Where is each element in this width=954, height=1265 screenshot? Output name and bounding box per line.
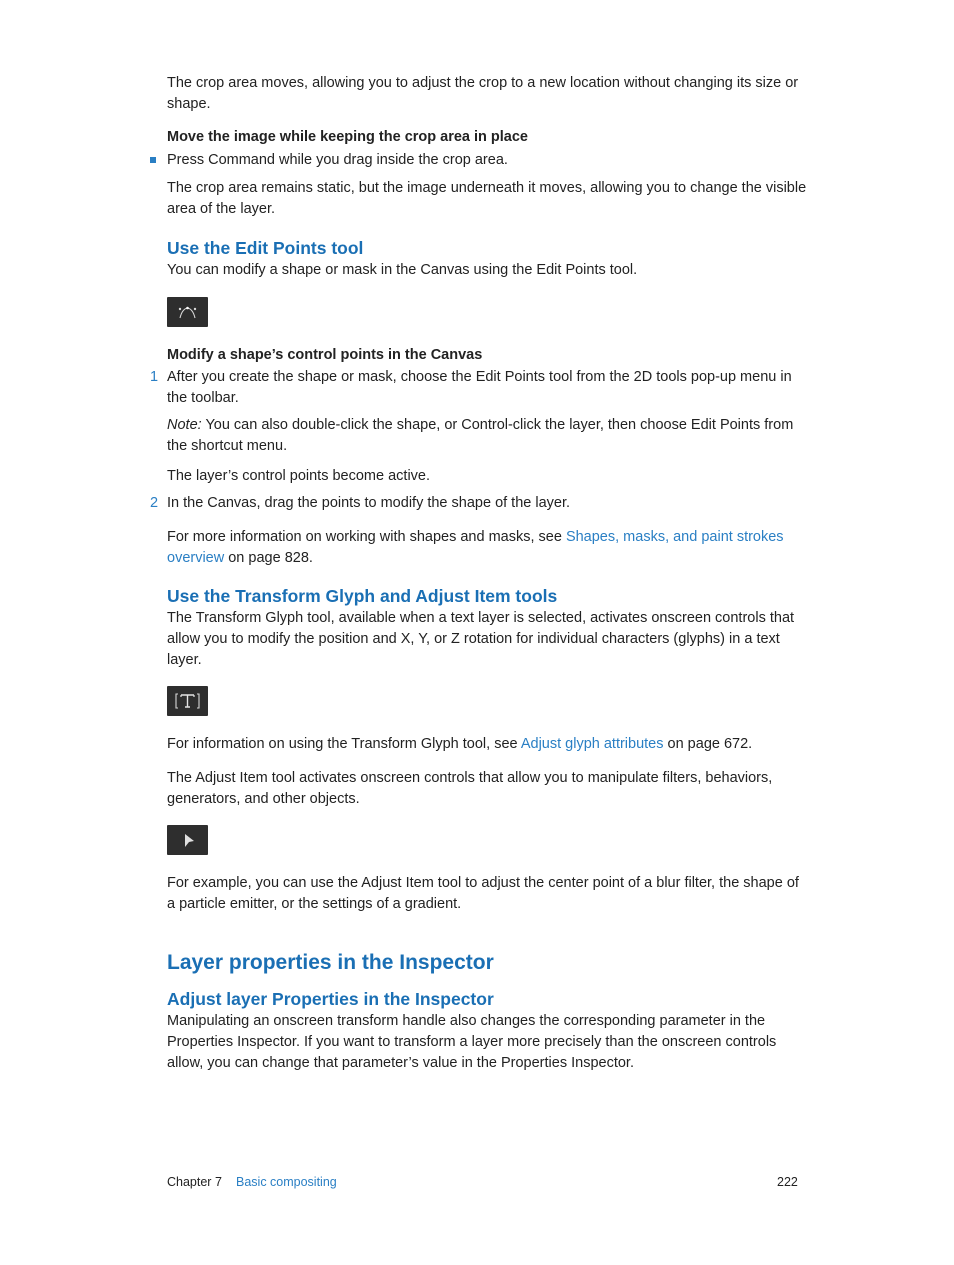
bullet-item: Press Command while you drag inside the crop area. bbox=[167, 152, 508, 168]
adjust-item-paragraph: The Adjust Item tool activates onscreen controls that allow you to manipulate filters, behaviors, generators, and other objects. bbox=[167, 770, 773, 807]
note-paragraph bbox=[167, 415, 807, 457]
heading-edit-points: Use the Edit Points tool bbox=[167, 238, 364, 258]
layer-properties-text: Manipulating an onscreen transform handle also changes the corresponding parameter in the Properties Inspector. If you want to transform a layer more precisely than the onscreen controls allow, you can change that parameter’s value in the Properties Inspector. bbox=[167, 1013, 777, 1071]
more-info-pre: For more information on working with shapes and masks, see bbox=[167, 529, 566, 545]
note-text: You can also double-click the shape, or Control-click the layer, then choose Edit Points from the shortcut menu. bbox=[167, 417, 794, 454]
task-heading-move-image: Move the image while keeping the crop area in place bbox=[167, 129, 528, 145]
paragraph-crop-static: The crop area remains static, but the image underneath it moves, allowing you to change the visible area of the layer. bbox=[167, 180, 807, 217]
more-info-shapes bbox=[167, 527, 807, 569]
footer-section-link[interactable]: Basic compositing bbox=[236, 1175, 337, 1189]
edit-points-icon bbox=[167, 297, 208, 327]
step-2-text: In the Canvas, drag the points to modify the shape of the layer. bbox=[167, 495, 571, 511]
bullet-marker bbox=[150, 157, 156, 163]
task-heading-modify-points: Modify a shape’s control points in the Canvas bbox=[167, 347, 483, 363]
section-title-layer-properties: Layer properties in the Inspector bbox=[167, 951, 494, 974]
footer-chapter: Chapter 7 bbox=[167, 1175, 222, 1189]
glyph-info-post: on page 672. bbox=[663, 736, 753, 752]
shapes-masks-link[interactable]: Shapes, masks, and paint strokes overview bbox=[167, 529, 784, 566]
heading-transform-glyph: Use the Transform Glyph and Adjust Item tools bbox=[167, 586, 558, 606]
glyph-info-paragraph bbox=[167, 734, 807, 755]
glyph-info-pre: For information on using the Transform Glyph tool, see bbox=[167, 736, 521, 752]
more-info-post: on page 828. bbox=[224, 550, 313, 566]
adjust-item-icon bbox=[167, 825, 208, 855]
note-label: Note: bbox=[167, 417, 202, 433]
step-number-1: 1 bbox=[150, 369, 159, 385]
page-number: 222 bbox=[777, 1175, 798, 1189]
adjust-glyph-link[interactable]: Adjust glyph attributes bbox=[520, 736, 664, 752]
transform-glyph-icon bbox=[167, 686, 208, 716]
adjust-item-example: For example, you can use the Adjust Item tool to adjust the center point of a blur filter, the shape of a particle emitter, or the settings of a gradient. bbox=[167, 875, 799, 912]
transform-glyph-intro: The Transform Glyph tool, available when a text layer is selected, activates onscreen controls that allow you to modify the position and X, Y, or Z rotation for individual characters (glyphs) in a text layer. bbox=[167, 610, 795, 668]
paragraph-crop-moves: The crop area moves, allowing you to adjust the crop to a new location without changing its size or shape. bbox=[167, 75, 799, 112]
heading-adjust-layer-properties: Adjust layer Properties in the Inspector bbox=[167, 989, 494, 1009]
points-active-text: The layer’s control points become active. bbox=[167, 468, 431, 484]
edit-points-intro: You can modify a shape or mask in the Canvas using the Edit Points tool. bbox=[167, 262, 638, 278]
step-number-2: 2 bbox=[150, 495, 159, 511]
step-1-text: After you create the shape or mask, choose the Edit Points tool from the 2D tools pop-up menu in the toolbar. bbox=[167, 369, 792, 406]
